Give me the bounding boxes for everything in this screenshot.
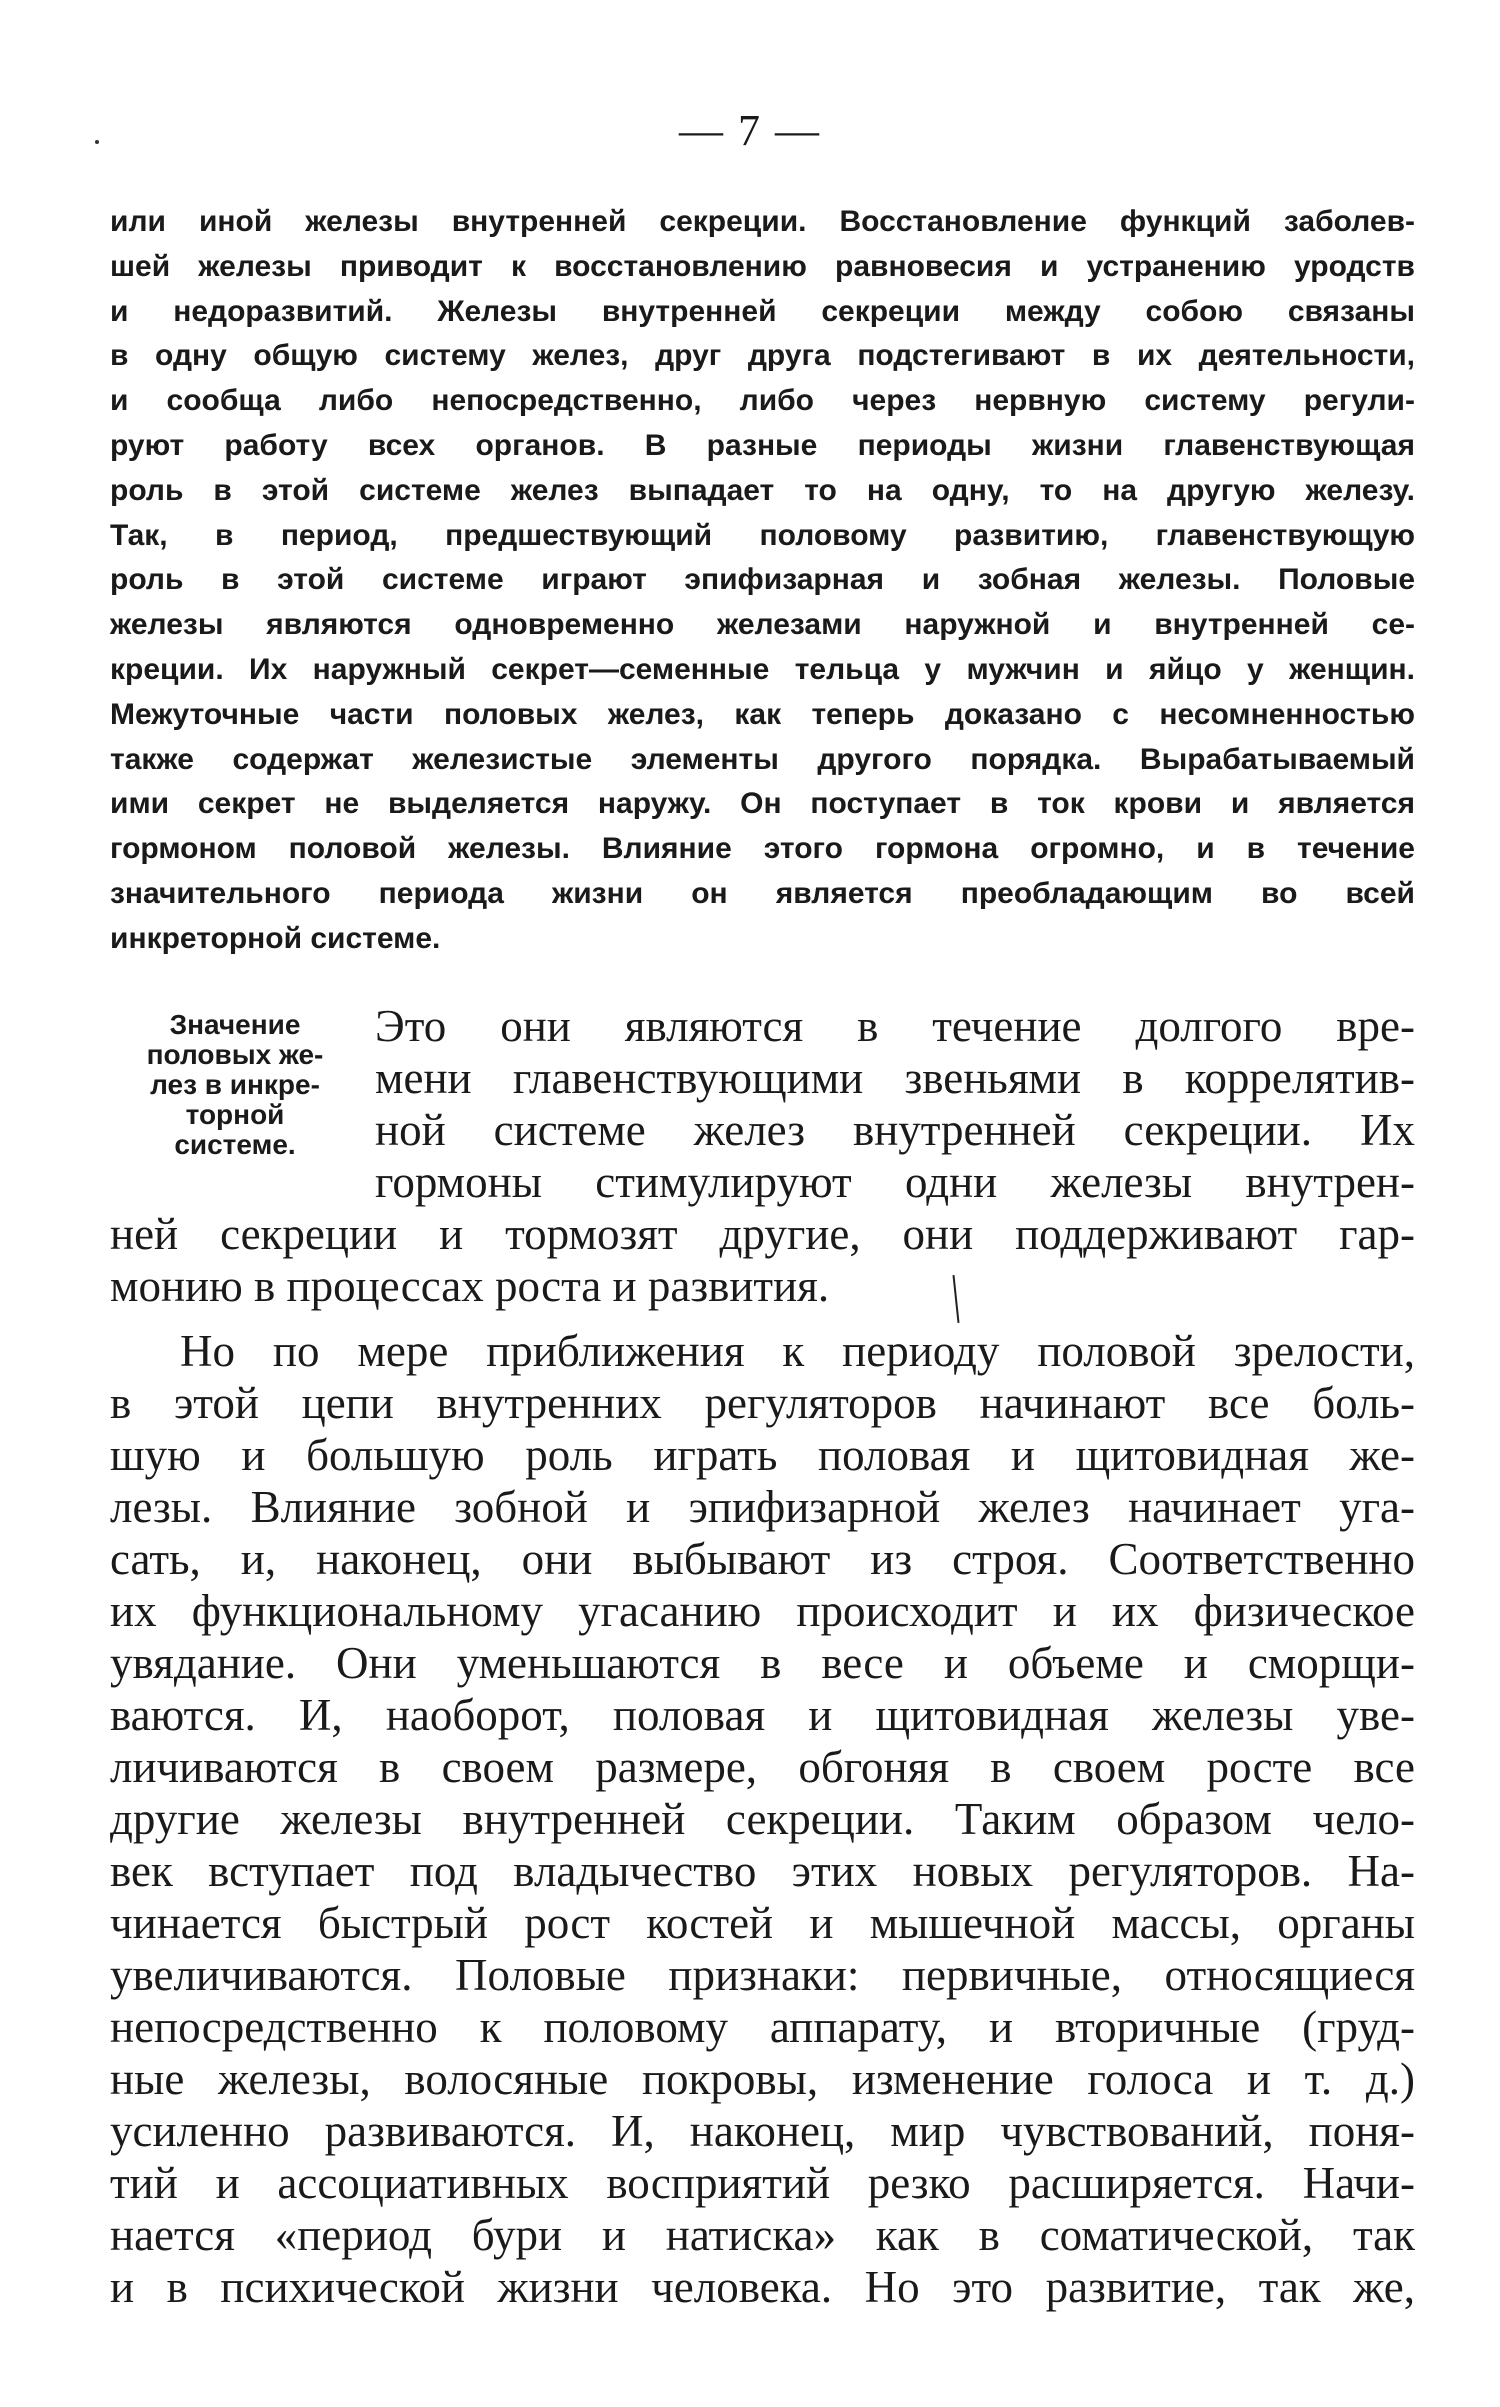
- text-line: в одну общую систему желез, друг друга подстегивают в их деятельности,: [110, 339, 1415, 373]
- text-line: их функциональному угасанию происходит и их физическое: [110, 1586, 1415, 1636]
- text-line: увеличиваются. Половые признаки: первичные, относящиеся: [110, 1950, 1415, 2000]
- text-line: также содержат железистые элементы другого порядка. Вырабатываемый: [110, 742, 1415, 776]
- text-line: век вступает под владычество этих новых регуляторов. На-: [110, 1846, 1415, 1896]
- margin-note: [110, 1010, 360, 1160]
- text-line: ней секреции и тормозят другие, они поддерживают гар-: [110, 1209, 1415, 1259]
- text-line: и в психической жизни человека. Но это развитие, так же,: [110, 2262, 1415, 2312]
- text-line: Но по мере приближения к периоду половой зрелости,: [180, 1326, 1415, 1376]
- text-line: и недоразвитий. Железы внутренней секреции между собою связаны: [110, 294, 1415, 328]
- page-number: — 7 —: [679, 106, 821, 155]
- margin-note-line: торной: [185, 1099, 285, 1130]
- small-print-paragraph: [110, 200, 1415, 962]
- margin-note-line: системе.: [174, 1129, 296, 1160]
- text-line: непосредственно к половому аппарату, и вторичные (груд-: [110, 2002, 1415, 2052]
- text-line: инкреторной системе.: [110, 921, 441, 955]
- margin-note-line: Значение: [169, 1009, 301, 1040]
- text-line: в этой цепи внутренних регуляторов начинают все боль-: [110, 1378, 1415, 1428]
- text-line: ные железы, волосяные покровы, изменение голоса и т. д.): [110, 2054, 1415, 2104]
- text-line: и сообща либо непосредственно, либо через нервную систему регули-: [110, 384, 1415, 418]
- text-line: значительного периода жизни он является преобладающим во всей: [110, 876, 1415, 910]
- ink-dot: [95, 140, 99, 144]
- text-line: роль в этой системе играют эпифизарная и зобная железы. Половые: [110, 563, 1415, 597]
- text-line: лезы. Влияние зобной и эпифизарной желез начинает уга-: [110, 1482, 1415, 1532]
- text-line: ной системе желез внутренней секреции. Их: [375, 1105, 1415, 1155]
- text-line: другие железы внутренней секреции. Таким образом чело-: [110, 1794, 1415, 1844]
- text-line: чинается быстрый рост костей и мышечной массы, органы: [110, 1898, 1415, 1948]
- text-line: Так, в период, предшествующий половому развитию, главенствующую: [110, 518, 1415, 552]
- text-line: или иной железы внутренней секреции. Восстановление функций заболев-: [110, 205, 1415, 238]
- section-one-wide: [110, 1208, 1415, 1312]
- text-line: ваются. И, наоборот, половая и щитовидная железы уве-: [110, 1690, 1415, 1740]
- text-line: сать, и, наконец, они выбывают из строя. Соответственно: [110, 1534, 1415, 1584]
- text-line: железы являются одновременно железами наружной и внутренней се-: [110, 608, 1415, 642]
- text-line: тий и ассоциативных восприятий резко расширяется. Начи-: [110, 2158, 1415, 2208]
- text-line: ими секрет не выделяется наружу. Он поступает в ток крови и является: [110, 787, 1415, 821]
- text-line: усиленно развиваются. И, наконец, мир чувствований, поня-: [110, 2106, 1415, 2156]
- text-line: нается «период бури и натиска» как в соматической, так: [110, 2210, 1415, 2260]
- text-line: руют работу всех органов. В разные периоды жизни главенствующая: [110, 428, 1415, 462]
- text-line: Межуточные части половых желез, как теперь доказано с несомненностью: [110, 697, 1415, 731]
- text-line: гормоном половой железы. Влияние этого гормона огромно, и в течение: [110, 832, 1415, 866]
- text-line: шую и большую роль играть половая и щитовидная же-: [110, 1430, 1415, 1480]
- section-two-paragraph: [110, 1325, 1415, 2313]
- text-line: увядание. Они уменьшаются в весе и объеме и сморщи-: [110, 1638, 1415, 1688]
- text-line: роль в этой системе желез выпадает то на одну, то на другую железу.: [110, 473, 1415, 507]
- text-line: шей железы приводит к восстановлению равновесия и устранению уродств: [110, 249, 1415, 283]
- text-line: мени главенствующими звеньями в коррелятив-: [375, 1053, 1415, 1103]
- margin-note-line: лез в инкре-: [150, 1069, 320, 1100]
- text-line: личиваются в своем размере, обгоняя в своем росте все: [110, 1742, 1415, 1792]
- margin-note-line: половых же-: [146, 1039, 324, 1070]
- text-line: Это они являются в течение долгого вре-: [375, 1001, 1415, 1051]
- text-line: гормоны стимулируют одни железы внутрен-: [375, 1157, 1415, 1207]
- text-line: монию в процессах роста и развития.: [110, 1261, 830, 1311]
- text-line: креции. Их наружный секрет—семенные тельца у мужчин и яйцо у женщин.: [110, 652, 1415, 686]
- section-one-narrow: [375, 1000, 1415, 1208]
